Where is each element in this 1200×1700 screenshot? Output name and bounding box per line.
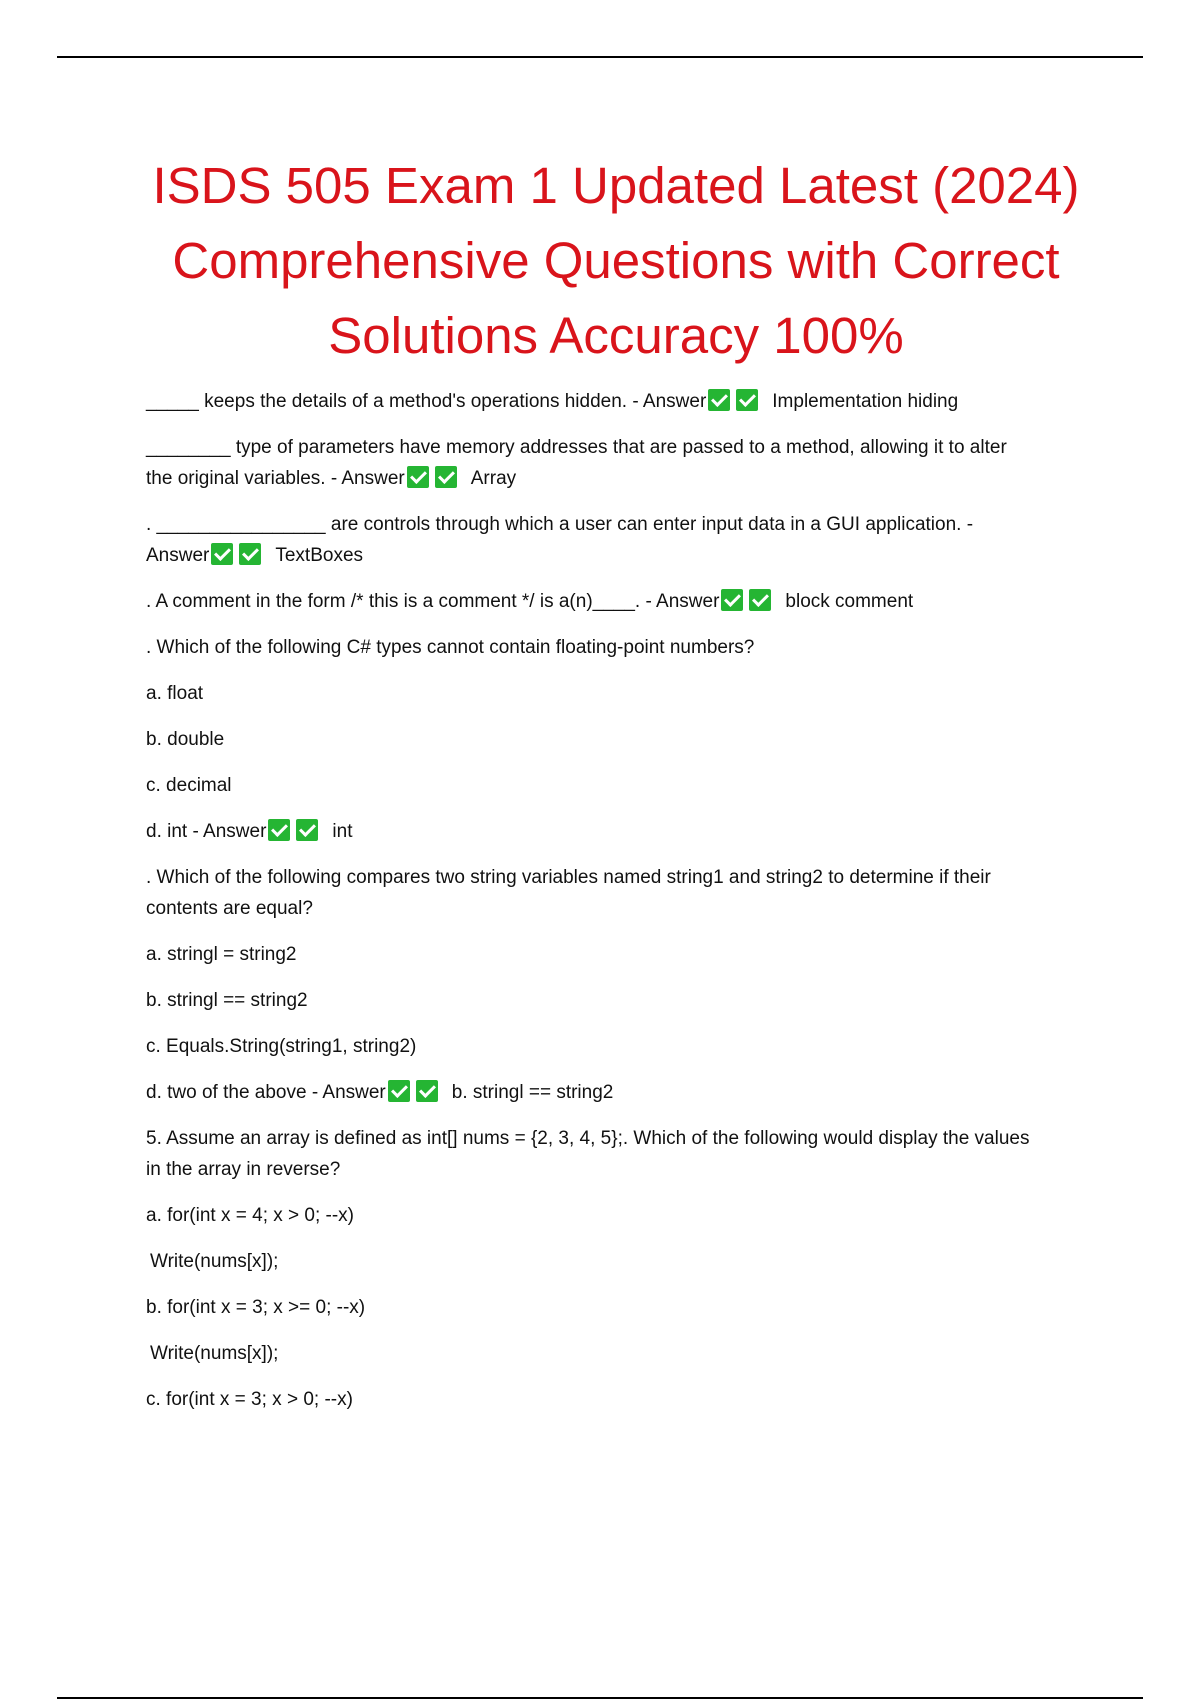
check-mark-icon [749,589,771,611]
option-c: c. Equals.String(string1, string2) [146,1036,417,1057]
check-mark-icon [268,819,290,841]
title-line-1: ISDS 505 Exam 1 Updated Latest (2024) [152,157,1080,214]
title-line-2: Comprehensive Questions with Correct [172,232,1060,289]
question-text: . A comment in the form /* this is a comment */ is a(n)____. [146,591,646,612]
option-a: a. for(int x = 4; x > 0; --x) [146,1205,355,1226]
option-a: a. float [146,683,204,704]
answer-marker: Answer [146,545,210,566]
option-text: d. two of the above [146,1082,312,1103]
option-d [146,816,1096,847]
answer-marker: - Answer [645,591,720,612]
answer-text: b. stringl == string2 [451,1082,614,1103]
option-b: b. stringl == string2 [146,990,308,1011]
check-mark-icon [416,1080,438,1102]
check-mark-icon [736,389,758,411]
question-4 [146,586,1096,617]
option-d [146,1077,1096,1108]
question-text: . Which of the following C# types cannot contain floating-point numbers? [146,637,755,658]
check-mark-icon [211,543,233,565]
document-body [146,386,1096,1430]
check-mark-icon [296,819,318,841]
question-text: . Which of the following compares two string variables named string1 and string2 to determine if their [146,867,991,888]
option-b: b. double [146,729,225,750]
answer-text: int [332,821,353,842]
answer-marker: - Answer [192,821,267,842]
question-text: 5. Assume an array is defined as int[] nums = {2, 3, 4, 5};. Which of the following would display the values [146,1128,1030,1149]
top-rule [57,56,1143,58]
question-1 [146,386,1096,417]
answer-text: TextBoxes [275,545,364,566]
check-mark-icon [239,543,261,565]
bottom-rule [57,1697,1143,1699]
check-mark-icon [708,389,730,411]
title-line-3: Solutions Accuracy 100% [328,307,904,364]
answer-marker: - Answer [632,391,707,412]
option-a-body: Write(nums[x]); [150,1251,279,1272]
check-mark-icon [435,466,457,488]
check-mark-icon [721,589,743,611]
option-a: a. stringl = string2 [146,944,297,965]
question-text: the original variables. [146,468,331,489]
check-mark-icon [407,466,429,488]
question-5 [146,632,1096,663]
option-text: d. int [146,821,193,842]
answer-marker: - Answer [311,1082,386,1103]
answer-marker: - Answer [330,468,405,489]
question-6 [146,862,1096,924]
question-text: ________ type of parameters have memory addresses that are passed to a method, allowing it to alter [146,437,1007,458]
question-text: _____ keeps the details of a method's operations hidden. [146,391,633,412]
question-2 [146,432,1096,494]
answer-text: block comment [785,591,914,612]
question-text: in the array in reverse? [146,1159,341,1180]
question-3 [146,509,1096,571]
question-7 [146,1123,1096,1185]
question-text: . ________________ are controls through which a user can enter input data in a GUI application. - [146,514,974,535]
option-c: c. for(int x = 3; x > 0; --x) [146,1389,353,1410]
option-b-body: Write(nums[x]); [150,1343,279,1364]
answer-text: Array [470,468,517,489]
document-title [100,148,1132,373]
question-text: contents are equal? [146,898,313,919]
check-mark-icon [388,1080,410,1102]
answer-text: Implementation hiding [772,391,959,412]
option-b: b. for(int x = 3; x >= 0; --x) [146,1297,366,1318]
option-c: c. decimal [146,775,232,796]
